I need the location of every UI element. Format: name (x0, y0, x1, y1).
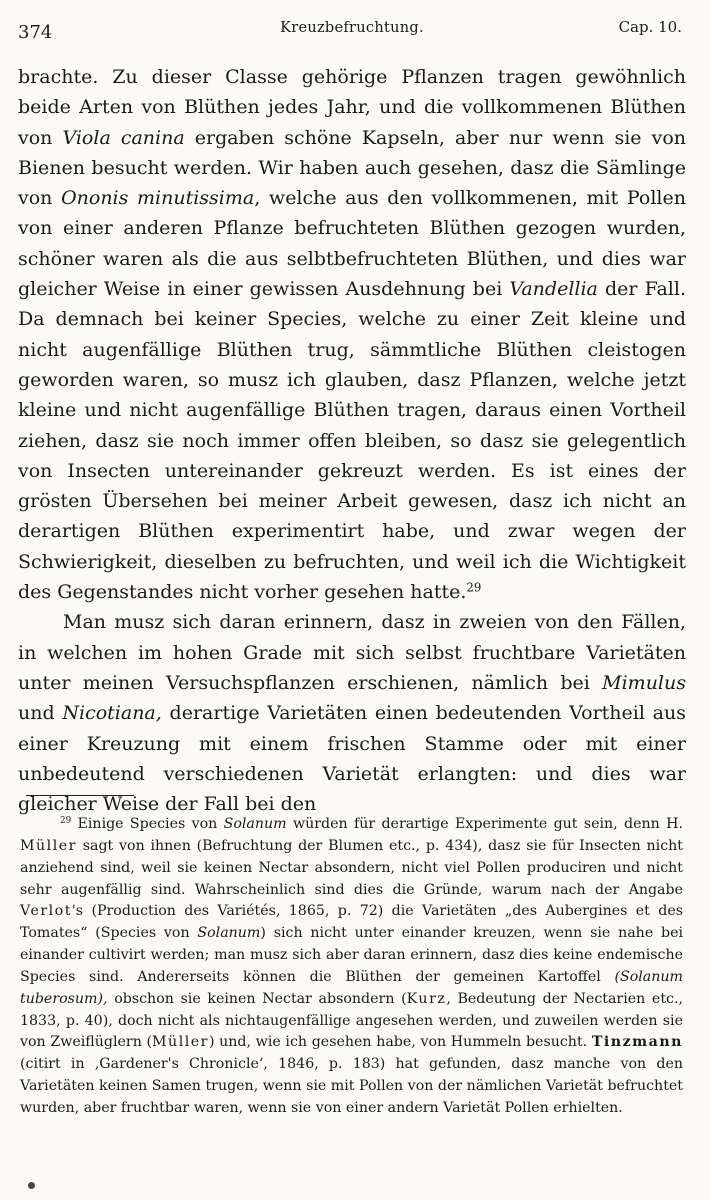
text-run: derartige Varietäten einen bedeutenden Vortheil aus einer Kreuzung mit einem frischen Stamme oder mit einer unbedeutend verschiedenen Varietät erlangten: und dies war gleicher Weise der Fall bei den (18, 702, 686, 816)
text-run: , Bedeutung der Nectarien etc., 1833, p. 40), doch nicht als nichtaugenfällige angesehen werden, und zuweilen werden sie von Zweiflüglern ( (20, 990, 683, 1051)
text-run: (citirt in ‚Gardener's Chronicle‘, 1846, p. 183) hat gefunden, dasz manche von den Varietäten keinen Samen trugen, wenn sie mit Pollen von der nämlichen Varietät befruchtet wurden, aber fruchtbar waren, wenn sie von einer andern Varietät Pollen erhielten. (20, 1056, 683, 1116)
footnote-ref: 29 (466, 580, 482, 595)
taxon-solanum: Solanum (223, 816, 287, 832)
running-header (18, 18, 686, 44)
chapter-label: Cap. 10. (618, 18, 682, 36)
footnote-marker: 29 (60, 816, 72, 827)
text-run: sagt von ihnen (Befruchtung der Blumen etc., p. 434), dasz sie für Insecten nicht anziehend sind, weil sie keinen Nectar absondern, nicht viel Pollen produciren und nicht sehr augenfällig sind. Wahrscheinlich sind dies die Gründe, warum nach der Angabe (20, 837, 683, 898)
text-run: brachte. Zu dieser Classe gehörige Pflanzen tragen gewöhnlich beide Arten von Blüthen jedes Jahr, und die vollkommenen Blüthen von (18, 66, 686, 149)
taxon-ononis-minutissima: Ononis minutissima (61, 187, 255, 210)
author-name: Kurz (406, 990, 447, 1007)
text-run: Einige Species von (71, 816, 224, 832)
footnote-divider (26, 795, 134, 796)
text-run: , welche aus den vollkommenen, mit Pollen von einer anderen Pflanze befruchteten Blüthen gezogen wurden, schöner waren als die aus selbtbefruchteten Blüthen, und dies war gleicher Weise in einer gewissen Ausdehnung bei (18, 187, 686, 301)
text-run: und (18, 702, 63, 725)
taxon-solanum: Solanum (197, 925, 261, 942)
footnote (20, 814, 683, 1120)
taxon-mimulus: Mimulus (602, 671, 686, 694)
page-number: 374 (18, 22, 53, 43)
author-name: Müller (20, 837, 77, 854)
taxon-viola-canina: Viola canina (62, 126, 185, 149)
text-run: ) sich nicht unter einander kreuzen, wenn sie nahe bei einander cultivirt werden; man musz sich aber daran erinnern, dasz dies keine endemische Species sind. Andererseits können die Blüthen der gemeinen Kartoffel (20, 925, 684, 985)
text-run: ) und, wie ich gesehen habe, von Hummeln besucht. (208, 1034, 592, 1051)
text-run: würden für derartige Experimente gut sein, denn H. (286, 816, 683, 832)
author-name: Verlot (20, 903, 72, 920)
text-run: Man musz sich daran erinnern, dasz in zweien von den Fällen, in welchen im hohen Grade mit sich selbst fruchtbare Varietäten unter meinen Versuchspflanzen erschienen, nämlich bei (18, 611, 686, 694)
taxon-solanum-tuberosum: (Solanum tuberosum), (20, 968, 683, 1007)
ink-spot (28, 1182, 35, 1189)
author-name: Tinzmann (591, 1034, 683, 1051)
running-title: Kreuzbefruchtung. (280, 20, 424, 36)
paragraph-2 (18, 607, 686, 819)
text-run: der Fall. Da demnach bei keiner Species, welche zu einer Zeit kleine und nicht augenfällige Blüthen trug, sämmtliche Blüthen cleistogen geworden waren, so musz ich glauben, dasz Pflanzen, welche jetzt kleine und nicht augenfällige Blüthen tragen, daraus einen Vortheil ziehen, dasz sie noch immer offen bleiben, so dasz sie gelegentlich von Insecten untereinander gekreuzt werden. Es ist eines der grösten Übersehen bei meiner Arbeit gewesen, dasz ich nicht an derartigen Blüthen experimentirt habe, und zwar wegen der Schwierigkeit, dieselben zu befruchten, und weil ich die Wichtigkeit des Gegenstandes nicht vorher gesehen hatte. (18, 278, 686, 604)
author-name: Müller (152, 1034, 209, 1051)
taxon-nicotiana: Nicotiana, (62, 702, 162, 725)
text-run: obschon sie keinen Nectar absondern ( (107, 990, 407, 1007)
main-text (18, 62, 686, 819)
taxon-vandellia: Vandellia (509, 278, 598, 301)
text-run: 's (Production des Variétés, 1865, p. 72) die Varietäten „des Aubergines et des Tomates“ (Species von (20, 903, 683, 942)
paragraph-1 (18, 62, 686, 607)
text-run: ergaben schöne Kapseln, aber nur wenn sie von Bienen besucht werden. Wir haben auch gesehen, dasz die Sämlinge von (18, 126, 686, 210)
